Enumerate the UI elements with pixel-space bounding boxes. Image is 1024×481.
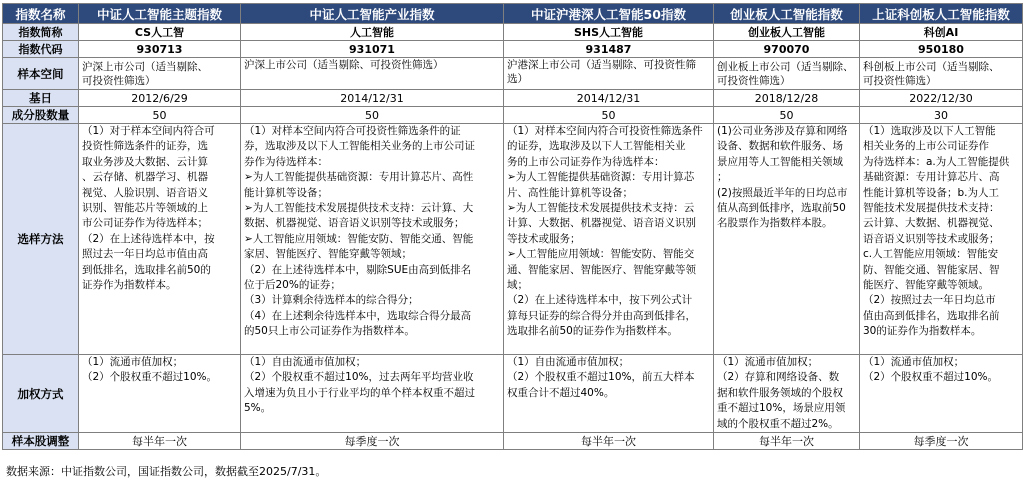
cell-text-line: ➢人工智能应用领域：智能安防、智能交通、智能 [244,232,474,245]
table-cell [714,58,860,90]
row-header: 成分股数量 [3,107,79,124]
table-row [3,355,1023,433]
cell-text-line: 值从高到低排序，选取前50 [717,202,846,215]
cell-text-line: (1)公司业务涉及存算和网络 [717,125,848,137]
cell-text-line: （1）对样本空间内符合可投资性筛选条件的证 [244,125,461,137]
cell-text-line: 云计算、大数据、机器视觉、 [863,217,1000,230]
cell-text-line: 的50只上市公司证券作为指数样本。 [244,325,415,338]
cell-text-line: ➢为人工智能技术发展提供技术支持：云计算、大 [244,202,474,215]
cell-text-line: (2)按照最近半年的日均总市 [717,186,848,199]
cell-text-line: ➢为人工智能技术发展提供技术支持：云 [507,202,695,215]
table-cell: 930713 [79,41,241,58]
cell-text-line: 投资性筛选条件的证券，选 [82,140,208,153]
cell-text-line: 沪深上市公司（适当剔除、可投资性筛选） [244,59,444,71]
table-cell [860,355,1023,433]
table-cell: 30 [860,107,1023,124]
table-cell: 2014/12/31 [504,90,714,107]
cell-text-line: 权重合计不超过40%。 [507,386,615,399]
cell-text-line: 景应用等人工智能相关领域 [717,155,843,168]
cell-text-line: 家居、智能医疗、智能穿戴等领域； [244,248,412,261]
cell-text-line: 通、智能家居、智能医疗、智能穿戴等领 [507,263,696,276]
table-cell [504,355,714,433]
cell-text-line: 语音语义识别等技术或服务； [863,232,1000,245]
cell-text-line: 到低排名，选取排名前50的 [82,263,211,276]
table-cell: 人工智能 [241,24,504,41]
cell-text-line: 数据、机器视觉、语音语义识别等技术或服务； [244,217,465,230]
cell-text-line: 沪深上市公司（适当剔除、 [82,60,208,73]
cell-text-line: 计算、大数据、机器视觉、语音语义识别 [507,217,696,230]
table-cell: 50 [504,107,714,124]
index-comparison-table [2,3,1023,450]
cell-text-line: 取业务涉及大数据、云计算 [82,155,208,168]
table-cell: CS人工智 [79,24,241,41]
cell-text-line: （1）自由流通市值加权； [244,356,367,368]
table-cell: 50 [79,107,241,124]
table-row [3,124,1023,355]
table-cell [79,58,241,90]
cell-text-line: 5%。 [244,402,272,415]
header-cell: 指数名称 [3,4,79,24]
table-cell [860,124,1023,355]
row-header: 选样方法 [3,124,79,355]
cell-text-line: 等技术或服务； [507,232,581,245]
cell-text-line: 券作为待选样本： [244,155,328,168]
table-cell: 每季度一次 [860,433,1023,450]
cell-text-line: （1）选取涉及以下人工智能 [863,125,996,137]
cell-text-line: 相关业务的上市公司证券作 [863,140,989,153]
cell-text-line: （2）个股权重不超过10%。 [82,371,218,384]
cell-text-line: （2）个股权重不超过10%。 [863,371,999,384]
cell-text-line: 入增速为负且小于行业平均的单个样本权重不超过 [244,386,475,399]
table-cell [714,124,860,355]
table-cell [241,58,504,90]
table-cell: 2012/6/29 [79,90,241,107]
table-cell [714,355,860,433]
table-cell [504,124,714,355]
cell-text-line: 创业板上市公司（适当剔除、 [717,60,854,73]
table-row [3,433,1023,450]
cell-text-line: 域的个股权重不超过2%。 [717,417,839,430]
table-row [3,107,1023,124]
table-cell: 每半年一次 [504,433,714,450]
table-cell [79,355,241,433]
cell-text-line: （4）在上述剩余待选样本中，选取综合得分最高 [244,309,472,322]
table-cell [860,58,1023,90]
table-cell: 970070 [714,41,860,58]
cell-text-line: 30的证券作为指数样本。 [863,325,982,338]
cell-text-line: （1）自由流通市值加权； [507,356,630,368]
cell-text-line: 设备、数据和软件服务、场 [717,140,843,153]
table-cell: 2022/12/30 [860,90,1023,107]
cell-text-line: ➢为人工智能提供基础资源：专用计算芯 [507,171,695,184]
cell-text-line: 券，选取涉及以下人工智能相关业务的上市公司证 [244,140,475,153]
cell-text-line: 性能计算机等设备；b.为人工 [863,186,1000,199]
cell-text-line: （2）在上述待选样本中，按 [82,232,215,245]
cell-text-line: 智能技术发展提供技术支持： [863,202,1000,215]
cell-text-line: （3）计算剩余待选样本的综合得分； [244,294,419,307]
row-header: 基日 [3,90,79,107]
table-cell: 950180 [860,41,1023,58]
cell-text-line: 可投资性筛选） [717,74,791,87]
cell-text-line: （1）对样本空间内符合可投资性筛选条件 [507,125,703,137]
cell-text-line: （2）个股权重不超过10%，前五大样本 [507,371,695,384]
table-header-row [3,4,1023,24]
cell-text-line: 识别、智能芯片等领域的上 [82,202,208,215]
cell-text-line: （1）对于样本空间内符合可 [82,125,215,137]
row-header: 样本空间 [3,58,79,90]
header-cell: 创业板人工智能指数 [714,4,860,24]
cell-text-line: （2）个股权重不超过10%，过去两年平均营业收 [244,371,474,384]
cell-text-line: 的证券，选取涉及以下人工智能相关业 [507,140,686,153]
table-cell: 931071 [241,41,504,58]
cell-text-line: ➢为人工智能提供基础资源：专用计算芯片、高性 [244,171,474,184]
header-cell: 中证人工智能主题指数 [79,4,241,24]
table-cell: 创业板人工智能 [714,24,860,41]
row-header: 指数代码 [3,41,79,58]
cell-text-line: 名股票作为指数样本股。 [717,217,833,230]
cell-text-line: 证券作为指数样本。 [82,279,177,292]
cell-text-line: 、云存储、机器学习、机器 [82,171,208,184]
table-cell: 每季度一次 [241,433,504,450]
table-row [3,90,1023,107]
cell-text-line: 务的上市公司证券作为待选样本： [507,155,665,168]
table-row [3,24,1023,41]
cell-text-line: 域； [507,279,528,292]
header-cell: 上证科创板人工智能指数 [860,4,1023,24]
table-cell: 每半年一次 [714,433,860,450]
table-cell [504,58,714,90]
cell-text-line: 选取排名前50的证券作为指数样本。 [507,325,678,338]
cell-text-line: 防、智能交通、智能家居、智 [863,263,1000,276]
cell-text-line: （2）在上述待选样本中，剔除SUE由高到低排名 [244,263,472,276]
row-header: 加权方式 [3,355,79,433]
row-header: 指数简称 [3,24,79,41]
cell-text-line: 重不超过10%，场景应用领 [717,402,846,415]
cell-text-line: 值由高到低排名，选取排名前 [863,309,1000,322]
cell-text-line: 基础资源：专用计算芯片、高 [863,171,1000,184]
cell-text-line: 算每只证券的综合得分并由高到低排名， [507,309,696,322]
row-header: 样本股调整 [3,433,79,450]
cell-text-line: c.人工智能应用领域：智能安 [863,248,999,261]
table-cell [79,124,241,355]
table-cell: 931487 [504,41,714,58]
cell-text-line: （1）流通市值加权； [863,356,965,368]
cell-text-line: （2）存算和网络设备、数 [717,371,840,384]
table-cell [241,124,504,355]
cell-text-line: 为待选样本：a.为人工智能提供 [863,155,1010,168]
cell-text-line: 市公司证券作为待选样本； [82,217,208,230]
cell-text-line: （1）流通市值加权； [82,356,184,368]
table-cell: 每半年一次 [79,433,241,450]
cell-text-line: 能计算机等设备； [244,186,328,199]
cell-text-line: ➢人工智能应用领域：智能安防、智能交 [507,248,695,261]
table-cell: 50 [241,107,504,124]
cell-text-line: 照过去一年日均总市值由高 [82,248,208,261]
table-row [3,58,1023,90]
table-cell: 2018/12/28 [714,90,860,107]
cell-text-line: 据和软件服务领域的个股权 [717,386,843,399]
table-cell: 2014/12/31 [241,90,504,107]
cell-text-line: 能医疗、智能穿戴等领域。 [863,279,989,292]
source-footnote: 数据来源：中证指数公司，国证指数公司，数据截至2025/7/31。 [6,465,327,478]
cell-text-line: （1）流通市值加权； [717,356,819,368]
cell-text-line: 科创板上市公司（适当剔除、 [863,60,1000,73]
cell-text-line: （2）在上述待选样本中，按下列公式计 [507,294,693,307]
table-cell [241,355,504,433]
table-cell: SHS人工智能 [504,24,714,41]
cell-text-line: 可投资性筛选） [863,74,937,87]
table-cell: 科创AI [860,24,1023,41]
cell-text-line: 位于后20%的证券； [244,279,341,292]
header-cell: 中证沪港深人工智能50指数 [504,4,714,24]
table-cell: 50 [714,107,860,124]
cell-text-line: ； [717,171,728,184]
cell-text-line: 视觉、人脸识别、语音语义 [82,186,208,199]
header-cell: 中证人工智能产业指数 [241,4,504,24]
cell-text-line: 可投资性筛选） [82,74,156,87]
cell-text-line: 片、高性能计算机等设备； [507,186,633,199]
cell-text-line: （2）按照过去一年日均总市 [863,294,996,307]
table-row [3,41,1023,58]
cell-text-line: 沪港深上市公司（适当剔除、可投资性筛选） [507,59,696,85]
